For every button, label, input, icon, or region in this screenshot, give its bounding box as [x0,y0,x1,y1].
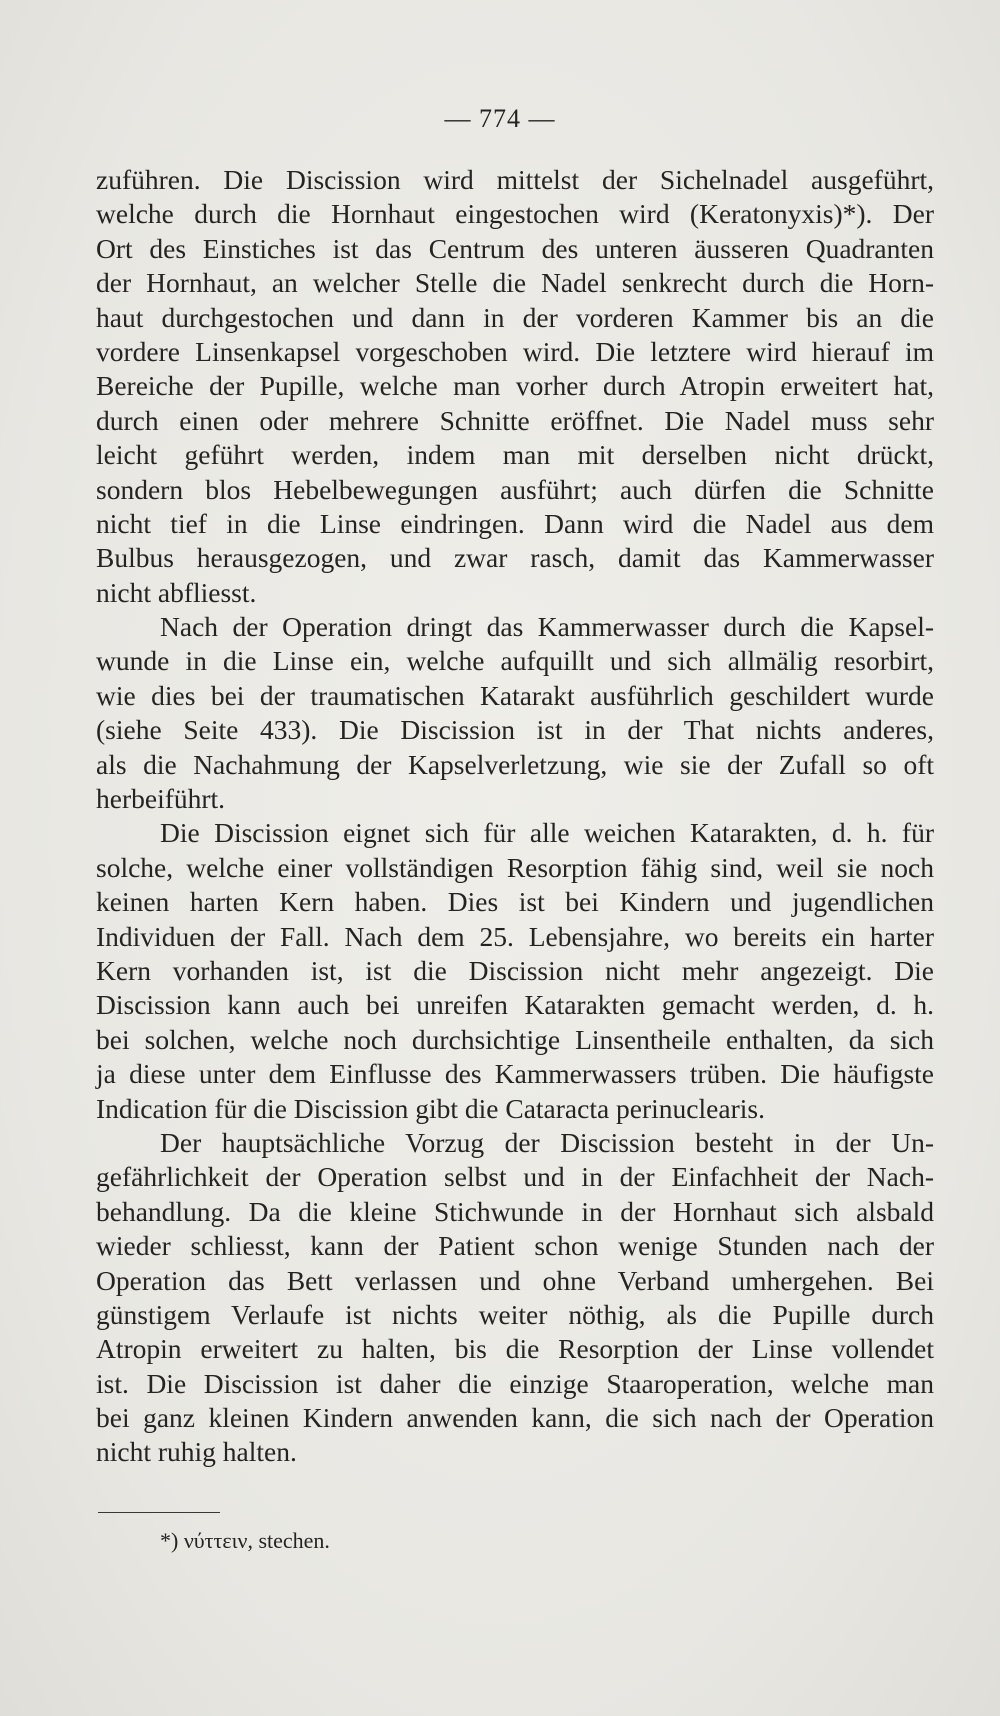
text-line: wie dies bei der traumatischen Katarakt ausführlich geschildert wurde [96,679,934,711]
text-line: der Hornhaut, an welcher Stelle die Nadel senkrecht durch die Horn- [96,267,934,299]
text-line: leicht geführt werden, indem man mit derselben nicht drückt, [96,439,934,471]
text-line: Die Discission eignet sich für alle weichen Katarakten, d. h. für [160,817,934,849]
text-line: als die Nachahmung der Kapselverletzung, wie sie der Zufall so oft [96,748,934,780]
text-line: ist. Die Discission ist daher die einzige Staaroperation, welche man [96,1367,934,1399]
text-line: (siehe Seite 433). Die Discission ist in der That nichts anderes, [96,714,934,746]
text-line: zuführen. Die Discission wird mittelst der Sichelnadel ausgeführt, [96,164,934,195]
text-line: haut durchgestochen und dann in der vorderen Kammer bis an die [96,301,934,333]
text-line: Kern vorhanden ist, ist die Discission nicht mehr angezeigt. Die [96,954,934,986]
text-line: wunde in die Linse ein, welche aufquillt und sich allmälig resorbirt, [96,645,934,677]
text-line: welche durch die Hornhaut eingestochen wird (Keratonyxis)*). Der [96,198,934,230]
text-line: Individuen der Fall. Nach dem 25. Lebensjahre, wo bereits ein harter [96,920,934,952]
text-line: Operation das Bett verlassen und ohne Verband umhergehen. Bei [96,1264,934,1296]
text-line: Discission kann auch bei unreifen Katarakten gemacht werden, d. h. [96,989,934,1021]
text-line: bei solchen, welche noch durchsichtige Linsentheile enthalten, da sich [96,1023,934,1055]
text-line: solche, welche einer vollständigen Resorption fähig sind, weil sie noch [96,851,934,883]
text-line: keinen harten Kern haben. Dies ist bei Kindern und jugendlichen [96,886,934,918]
page-number: — 774 — [444,104,556,133]
text-line: Ort des Einstiches ist das Centrum des unteren äusseren Quadranten [96,232,934,264]
text-line: herbeiführt. [96,783,226,815]
footnote: *) νύττειν, stechen. [160,1528,330,1553]
text-line: günstigem Verlaufe ist nichts weiter nöthig, als die Pupille durch [96,1298,934,1330]
text-line: Indication für die Discission gibt die Cataracta perinuclearis. [96,1092,765,1124]
text-line: Nach der Operation dringt das Kammerwasser durch die Kapsel- [160,611,934,643]
text-line: gefährlichkeit der Operation selbst und in der Einfachheit der Nach- [96,1161,934,1193]
text-line: nicht tief in die Linse eindringen. Dann wird die Nadel aus dem [96,507,934,539]
text-line: sondern blos Hebelbewegungen ausführt; auch dürfen die Schnitte [96,473,934,505]
body-text [96,163,934,1470]
text-line: bei ganz kleinen Kindern anwenden kann, die sich nach der Operation [96,1402,934,1434]
text-line: behandlung. Da die kleine Stichwunde in der Hornhaut sich alsbald [96,1195,934,1227]
text-line: Bereiche der Pupille, welche man vorher durch Atropin erweitert hat, [96,370,934,402]
text-line: ja diese unter dem Einflusse des Kammerwassers trüben. Die häufigste [96,1058,934,1090]
text-line: Der hauptsächliche Vorzug der Discission besteht in der Un- [160,1126,934,1158]
footnote-divider [98,1512,220,1513]
text-line: nicht ruhig halten. [96,1436,297,1468]
text-line: Atropin erweitert zu halten, bis die Resorption der Linse vollendet [96,1333,934,1365]
text-line: nicht abfliesst. [96,576,257,608]
text-line: durch einen oder mehrere Schnitte eröffnet. Die Nadel muss sehr [96,404,934,436]
text-line: wieder schliesst, kann der Patient schon wenige Stunden nach der [96,1230,934,1262]
text-line: vordere Linsenkapsel vorgeschoben wird. Die letztere wird hierauf im [96,335,934,367]
text-line: Bulbus herausgezogen, und zwar rasch, damit das Kammerwasser [96,542,934,574]
